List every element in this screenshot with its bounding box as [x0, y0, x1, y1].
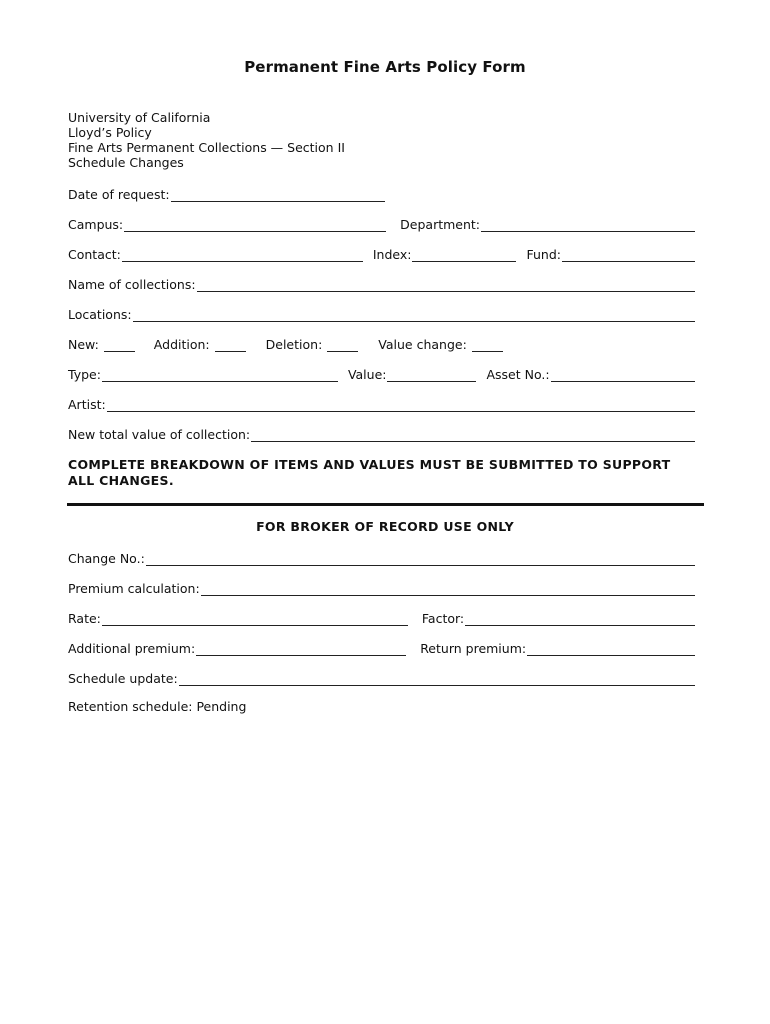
department-field[interactable]	[481, 219, 695, 232]
asset-no-label: Asset No.:	[486, 367, 550, 382]
date-of-request-row	[68, 184, 695, 202]
schedule-update-row	[68, 668, 695, 686]
schedule-update-label: Schedule update:	[68, 671, 178, 686]
index-field[interactable]	[412, 249, 516, 262]
schedule-update-field[interactable]	[179, 673, 695, 686]
header-section: Fine Arts Permanent Collections — Section II	[68, 140, 345, 155]
rate-factor-row	[68, 608, 695, 626]
artist-row	[68, 394, 695, 412]
rate-label: Rate:	[68, 611, 101, 626]
name-of-collections-row	[68, 274, 695, 292]
premium-row	[68, 638, 695, 656]
index-label: Index:	[372, 247, 412, 262]
locations-label: Locations:	[68, 307, 132, 322]
date-of-request-field[interactable]	[171, 189, 385, 202]
rate-field[interactable]	[102, 613, 408, 626]
type-value-asset-row	[68, 364, 695, 382]
header-organization: University of California	[68, 110, 211, 125]
asset-no-field[interactable]	[551, 369, 695, 382]
form-header	[68, 110, 345, 170]
broker-section-title: FOR BROKER OF RECORD USE ONLY	[256, 519, 514, 534]
contact-index-fund-row	[68, 244, 695, 262]
artist-field[interactable]	[107, 399, 695, 412]
name-of-collections-field[interactable]	[197, 279, 695, 292]
fund-label: Fund:	[526, 247, 561, 262]
new-label: New:	[68, 337, 99, 352]
breakdown-notice: COMPLETE BREAKDOWN OF ITEMS AND VALUES MUST BE SUBMITTED TO SUPPORT ALL CHANGES.	[68, 457, 671, 488]
artist-label: Artist:	[68, 397, 106, 412]
new-total-value-row	[68, 424, 695, 442]
value-label: Value:	[347, 367, 387, 382]
premium-calculation-field[interactable]	[201, 583, 695, 596]
premium-calculation-row	[68, 578, 695, 596]
change-no-label: Change No.:	[68, 551, 145, 566]
name-of-collections-label: Name of collections:	[68, 277, 196, 292]
locations-row	[68, 304, 695, 322]
deletion-field[interactable]	[327, 339, 358, 352]
form-title: Permanent Fine Arts Policy Form	[244, 58, 526, 76]
value-field[interactable]	[387, 369, 476, 382]
campus-department-row	[68, 214, 695, 232]
addition-label: Addition:	[153, 337, 210, 352]
change-type-row	[68, 334, 695, 352]
type-label: Type:	[68, 367, 101, 382]
new-field[interactable]	[104, 339, 135, 352]
department-label: Department:	[400, 217, 481, 232]
addition-field[interactable]	[215, 339, 246, 352]
return-premium-label: Return premium:	[420, 641, 527, 656]
date-of-request-label: Date of request:	[68, 187, 170, 202]
new-total-value-label: New total value of collection:	[68, 427, 251, 442]
locations-field[interactable]	[133, 309, 695, 322]
return-premium-field[interactable]	[527, 643, 695, 656]
campus-label: Campus:	[68, 217, 124, 232]
header-policy: Lloyd’s Policy	[68, 125, 152, 140]
premium-calculation-label: Premium calculation:	[68, 581, 200, 596]
campus-field[interactable]	[124, 219, 386, 232]
change-no-row	[68, 548, 695, 566]
fund-field[interactable]	[562, 249, 695, 262]
factor-field[interactable]	[465, 613, 695, 626]
contact-label: Contact:	[68, 247, 121, 262]
retention-schedule: Retention schedule: Pending	[68, 699, 247, 714]
deletion-label: Deletion:	[265, 337, 323, 352]
header-subject: Schedule Changes	[68, 155, 184, 170]
contact-field[interactable]	[122, 249, 363, 262]
additional-premium-label: Additional premium:	[68, 641, 196, 656]
new-total-value-field[interactable]	[251, 429, 695, 442]
factor-label: Factor:	[421, 611, 465, 626]
change-no-field[interactable]	[146, 553, 695, 566]
type-field[interactable]	[102, 369, 338, 382]
value-change-label: Value change:	[378, 337, 467, 352]
value-change-field[interactable]	[472, 339, 503, 352]
section-divider	[67, 503, 704, 506]
additional-premium-field[interactable]	[196, 643, 406, 656]
